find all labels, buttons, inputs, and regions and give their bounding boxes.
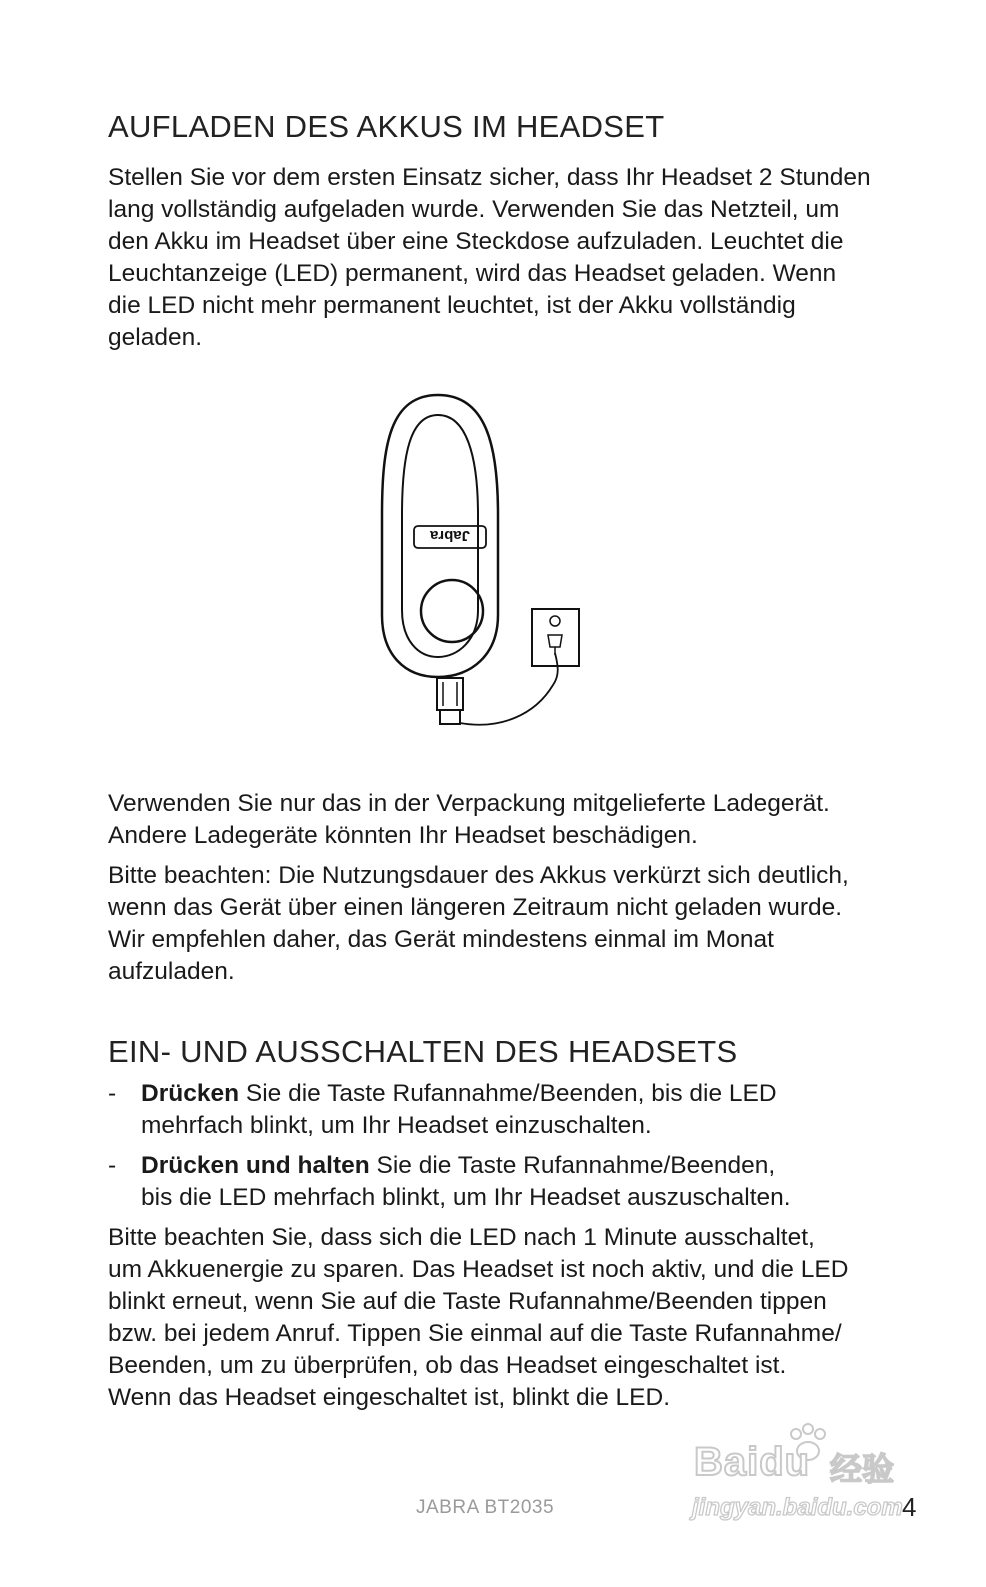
text-line: Wir empfehlen daher, das Gerät mindestens einmal im Monat [108,926,774,953]
section-heading-charging: AUFLADEN DES AKKUS IM HEADSET [108,109,665,144]
charging-instructions [108,162,888,354]
watermark-url: jingyan.baidu.com [692,1494,903,1521]
text-line: Bitte beachten: Die Nutzungsdauer des Akkus verkürzt sich deutlich, [108,862,849,889]
jabra-logo [414,526,486,548]
list-item [108,1078,868,1142]
text-line: Andere Ladegeräte könnten Ihr Headset beschädigen. [108,822,698,849]
text-line: um Akkuenergie zu sparen. Das Headset ist noch aktiv, und die LED [108,1256,849,1283]
bullet-text: mehrfach blinkt, um Ihr Headset einzuschalten. [141,1112,652,1139]
bullet-text: Sie die Taste Rufannahme/Beenden, [369,1152,776,1179]
text-line: Leuchtanzeige (LED) permanent, wird das Headset geladen. Wenn [108,260,837,287]
text-line: Verwenden Sie nur das in der Verpackung mitgelieferte Ladegerät. [108,790,830,817]
list-item [108,1150,868,1214]
headset-charging-illustration [370,385,590,735]
text-line: Wenn das Headset eingeschaltet ist, blinkt die LED. [108,1384,671,1411]
footer-product-name: JABRA BT2035 [416,1497,555,1518]
charger-warning [108,788,888,852]
text-line: Bitte beachten Sie, dass sich die LED nach 1 Minute ausschaltet, [108,1224,815,1251]
watermark-brand-cn: 经验 [830,1451,895,1487]
text-line: die LED nicht mehr permanent leuchtet, ist der Akku vollständig [108,292,796,319]
battery-note [108,860,888,988]
baidu-jingyan-watermark [690,1422,920,1532]
multifunction-button-icon [421,580,483,642]
charger-cable [460,653,558,725]
text-line: Stellen Sie vor dem ersten Einsatz sicher, dass Ihr Headset 2 Stunden [108,164,871,191]
bullet-bold-text: Drücken und halten [141,1152,370,1179]
text-line: lang vollständig aufgeladen wurde. Verwenden Sie das Netzteil, um [108,196,840,223]
bullet-bold-text: Drücken [141,1080,240,1107]
text-line: aufzuladen. [108,958,235,985]
section-heading-power: EIN- UND AUSSCHALTEN DES HEADSETS [108,1034,738,1069]
text-line: geladen. [108,324,203,351]
charger-plug-icon [437,678,463,724]
text-line: den Akku im Headset über eine Steckdose aufzuladen. Leuchtet die [108,228,844,255]
bullet-text: Sie die Taste Rufannahme/Beenden, bis die LED [239,1080,777,1107]
jabra-logo-text: Jabra [429,527,471,544]
bullet-dash: - [108,1080,117,1107]
bullet-dash: - [108,1152,117,1179]
text-line: Beenden, um zu überprüfen, ob das Headset eingeschaltet ist. [108,1352,787,1379]
watermark-brand: Baidu [694,1440,811,1484]
bullet-text: bis die LED mehrfach blinkt, um Ihr Headset auszuschalten. [141,1184,791,1211]
text-line: blinkt erneut, wenn Sie auf die Taste Rufannahme/Beenden tippen [108,1288,827,1315]
text-line: wenn das Gerät über einen längeren Zeitraum nicht geladen wurde. [108,894,843,921]
led-note [108,1222,888,1414]
page-number: 4 [902,1492,917,1522]
text-line: bzw. bei jedem Anruf. Tippen Sie einmal auf die Taste Rufannahme/ [108,1320,842,1347]
